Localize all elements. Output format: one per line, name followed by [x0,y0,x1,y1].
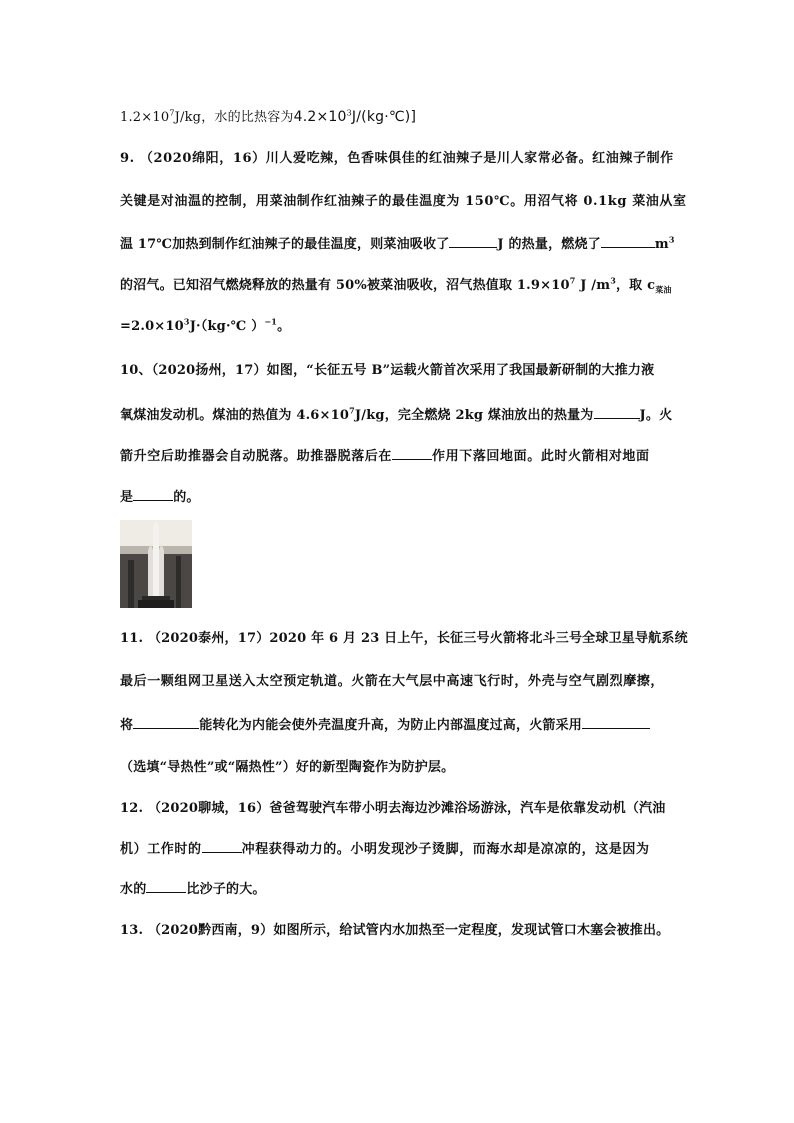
q9-line-4: 的沼气。已知沼气燃烧释放的热量有 50%被菜油吸收，沼气热值取 $1.9\times 10^7$ J $/m^3$，取 $c_{菜油}$ [120,275,672,295]
q11-line-4: （选填“导热性”或“隔热性”）好的新型陶瓷作为防护层。 [120,760,455,775]
q10-line-1: 10、（2020扬州，17）如图，“长征五号 B”运载火箭首次采用了我国最新研制的大推力液 [120,363,655,378]
q12-line-2: 机）工作时的 冲程获得动力的。小明发现沙子烫脚，而海水却是凉凉的，这是因为 [120,842,650,857]
q9-line-2: 关键是对油温的控制，用菜油制作红油辣子的最佳温度为 150℃。用沼气将 0.1kg 菜油从室 [120,194,687,209]
answer-blank[interactable] [146,880,186,893]
q10-line-3: 箭升空后助推器会自动脱落。助推器脱落后在 作用下落回地面。此时火箭相对地面 [120,449,650,464]
q9-line-3: 温 17℃加热到制作红油辣子的最佳温度，则菜油吸收了 J 的热量，燃烧了 $m^3$ [120,234,675,252]
q9-line-1: 9. （2020绵阳，16）川人爱吃辣，色香味俱佳的红油辣子是川人家常必备。红油辣子制作 [120,151,674,166]
answer-blank[interactable] [594,406,640,419]
q12-line-3: 水的 比沙子的大。 [120,882,266,897]
q9-line-5: $=2.0\times 10^3J\cdot(kg\cdot℃$ ）$^{-1}$。 [120,316,291,334]
q11-line-2: 最后一颗组网卫星送入太空预定轨道。火箭在大气层中高速飞行时，外壳与空气剧烈摩擦， [120,674,665,689]
q10-line-4: 是 的。 [120,490,200,505]
answer-blank[interactable] [133,488,173,501]
answer-blank[interactable] [449,235,497,248]
answer-blank[interactable] [202,840,242,853]
line-prev-continuation: $1.2\times 10^7J/kg$，水的比热容为$4.2\times 10^3J/(kg\cdot℃)$] [120,108,417,125]
answer-blank[interactable] [392,447,432,460]
rocket-icon [120,520,192,608]
q10-line-2: 氧煤油发动机。煤油的热值为 $4.6\times 10^7J/kg$，完全燃烧 2kg 煤油放出的热量为 J。火 [120,405,673,423]
q12-line-1: 12. （2020聊城，16）爸爸驾驶汽车带小明去海边沙滩浴场游泳，汽车是依靠发动机（汽油 [120,801,666,816]
rocket-photo [120,520,192,608]
answer-blank[interactable] [133,716,199,729]
answer-blank[interactable] [601,235,655,248]
q13-line-1: 13. （2020黔西南，9）如图所示，给试管内水加热至一定程度，发现试管口木塞会被推出。 [120,923,670,938]
q11-line-1: 11. （2020泰州，17）2020 年 6 月 23 日上午，长征三号火箭将北斗三号全球卫星导航系统 [120,631,688,646]
q11-line-3: 将 能转化为内能会使外壳温度升高，为防止内部温度过高，火箭采用 [120,716,680,735]
answer-blank[interactable] [582,716,650,729]
